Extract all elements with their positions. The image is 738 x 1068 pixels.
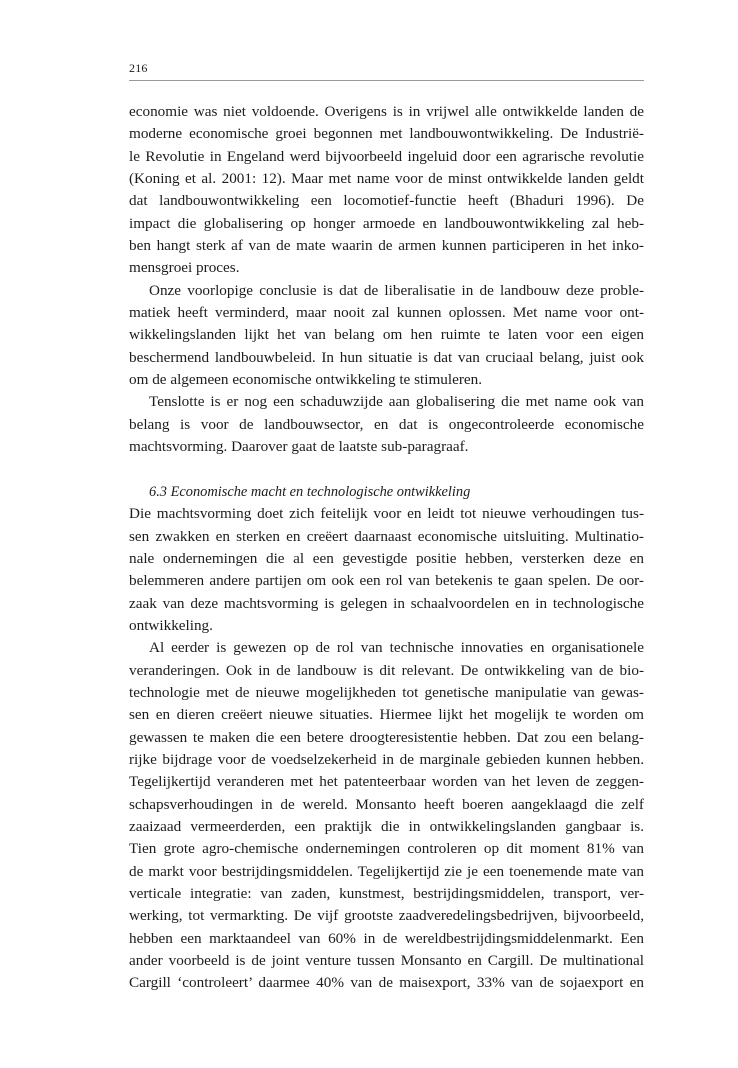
text-line: Die machtsvorming doet zich feitelijk voor en leidt tot nieuwe verhoudingen tus- [129,505,644,523]
text-line: belemmeren andere partijen om ook een rol van betekenis te gaan spelen. De oor- [129,572,644,590]
text-line: ander voorbeeld is de joint venture tussen Monsanto en Cargill. De multinational [129,952,644,970]
text-line: Tegelijkertijd veranderen met het patenteerbaar worden van het leven de zeggen- [129,773,644,791]
text-line: Tien grote agro-chemische ondernemingen controleren op dit moment 81% van [129,840,644,858]
text-line: machtsvorming. Daarover gaat de laatste sub-paragraaf. [129,438,469,456]
text-line: rijke bijdrage voor de voedselzekerheid in de marginale gebieden kunnen hebben. [129,750,644,768]
text-line: nale ondernemingen die al een gevestigde positie hebben, versterken deze en [129,549,644,567]
text-line: zaak van deze machtsvorming is gelegen in schaalvoordelen en in technologische [129,594,644,612]
text-line: ontwikkeling. [129,616,213,634]
text-line: matiek heeft verminderd, maar nooit zal kunnen oplossen. Met name voor ont- [129,304,644,322]
header-rule [129,80,644,81]
text-line: Onze voorlopige conclusie is dat de liberalisatie in de landbouw deze proble- [149,281,644,299]
text-line: technologie met de nieuwe mogelijkheden tot genetische manipulatie van gewas- [129,683,644,701]
text-line: schapsverhoudingen in de wereld. Monsanto heeft boeren aangeklaagd die zelf [129,795,644,813]
text-line: werking, tot vermarkting. De vijf grootste zaadveredelingsbedrijven, bijvoorbeeld, [129,907,644,925]
text-line: dat landbouwontwikkeling een locomotief-functie heeft (Bhaduri 1996). De [129,192,644,210]
text-line: ben hangt sterk af van de mate waarin de armen kunnen participeren in het inko- [129,237,644,255]
text-line: (Koning et al. 2001: 12). Maar met name voor de minst ontwikkelde landen geldt [129,170,644,188]
body-text [129,101,644,995]
text-line: wikkelingslanden lijkt het van belang om hen ruimte te laten voor een eigen [129,326,644,344]
text-line: Al eerder is gewezen op de rol van technische innovaties en organisationele [149,639,644,657]
text-line: de markt voor bestrijdingsmiddelen. Tegelijkertijd zie je een toenemende mate van [129,862,644,880]
text-line: impact die globalisering op honger armoede en landbouwontwikkeling zal heb- [129,214,644,232]
text-line: economie was niet voldoende. Overigens is in vrijwel alle ontwikkelde landen de [129,103,644,120]
text-line: hebben een marktaandeel van 60% in de wereldbestrijdingsmiddelenmarkt. Een [129,929,644,947]
section-heading: 6.3 Economische macht en technologische ontwikkeling [149,483,471,500]
paragraph [129,101,644,280]
paragraph [129,391,644,458]
text-line: sen zwakken en sterken en creëert daarnaast economische uitsluiting. Multinatio- [129,527,644,545]
text-line: Cargill ‘controleert’ daarmee 40% van de maisexport, 33% van de sojaexport en [129,974,644,992]
text-line: zaaizaad vermeerderden, een praktijk die in ontwikkelingslanden gangbaar is. [129,818,644,835]
text-line: gewassen te maken die een betere droogteresistentie hebben. Dat zou een belang- [129,728,644,746]
text-line: beschermend landbouwbeleid. In hun situatie is dat van cruciaal belang, juist ook [129,348,644,366]
paragraph [129,503,644,637]
text-line: sen en dieren creëert nieuwe situaties. Hiermee lijkt het mogelijk te worden om [129,706,644,724]
page-number: 216 [129,61,148,75]
text-line: Tenslotte is er nog een schaduwzijde aan globalisering die met name ook van [149,393,644,411]
text-line: mensgroei proces. [129,259,240,277]
text-line: moderne economische groei begonnen met landbouwontwikkeling. De Industrië- [129,125,644,143]
text-line: veranderingen. Ook in de landbouw is dit relevant. De ontwikkeling van de bio- [129,661,644,679]
text-line: belang is voor de landbouwsector, en dat is ongecontroleerde economische [129,415,644,433]
paragraph [129,280,644,392]
text-line: le Revolutie in Engeland werd bijvoorbeeld ingeluid door een agrarische revolutie [129,147,644,165]
text-line: om de algemeen economische ontwikkeling te stimuleren. [129,371,483,389]
paragraph-gap [129,459,644,481]
text-line: verticale integratie: van zaden, kunstmest, bestrijdingsmiddelen, transport, ver- [129,885,644,903]
paragraph [129,637,644,995]
